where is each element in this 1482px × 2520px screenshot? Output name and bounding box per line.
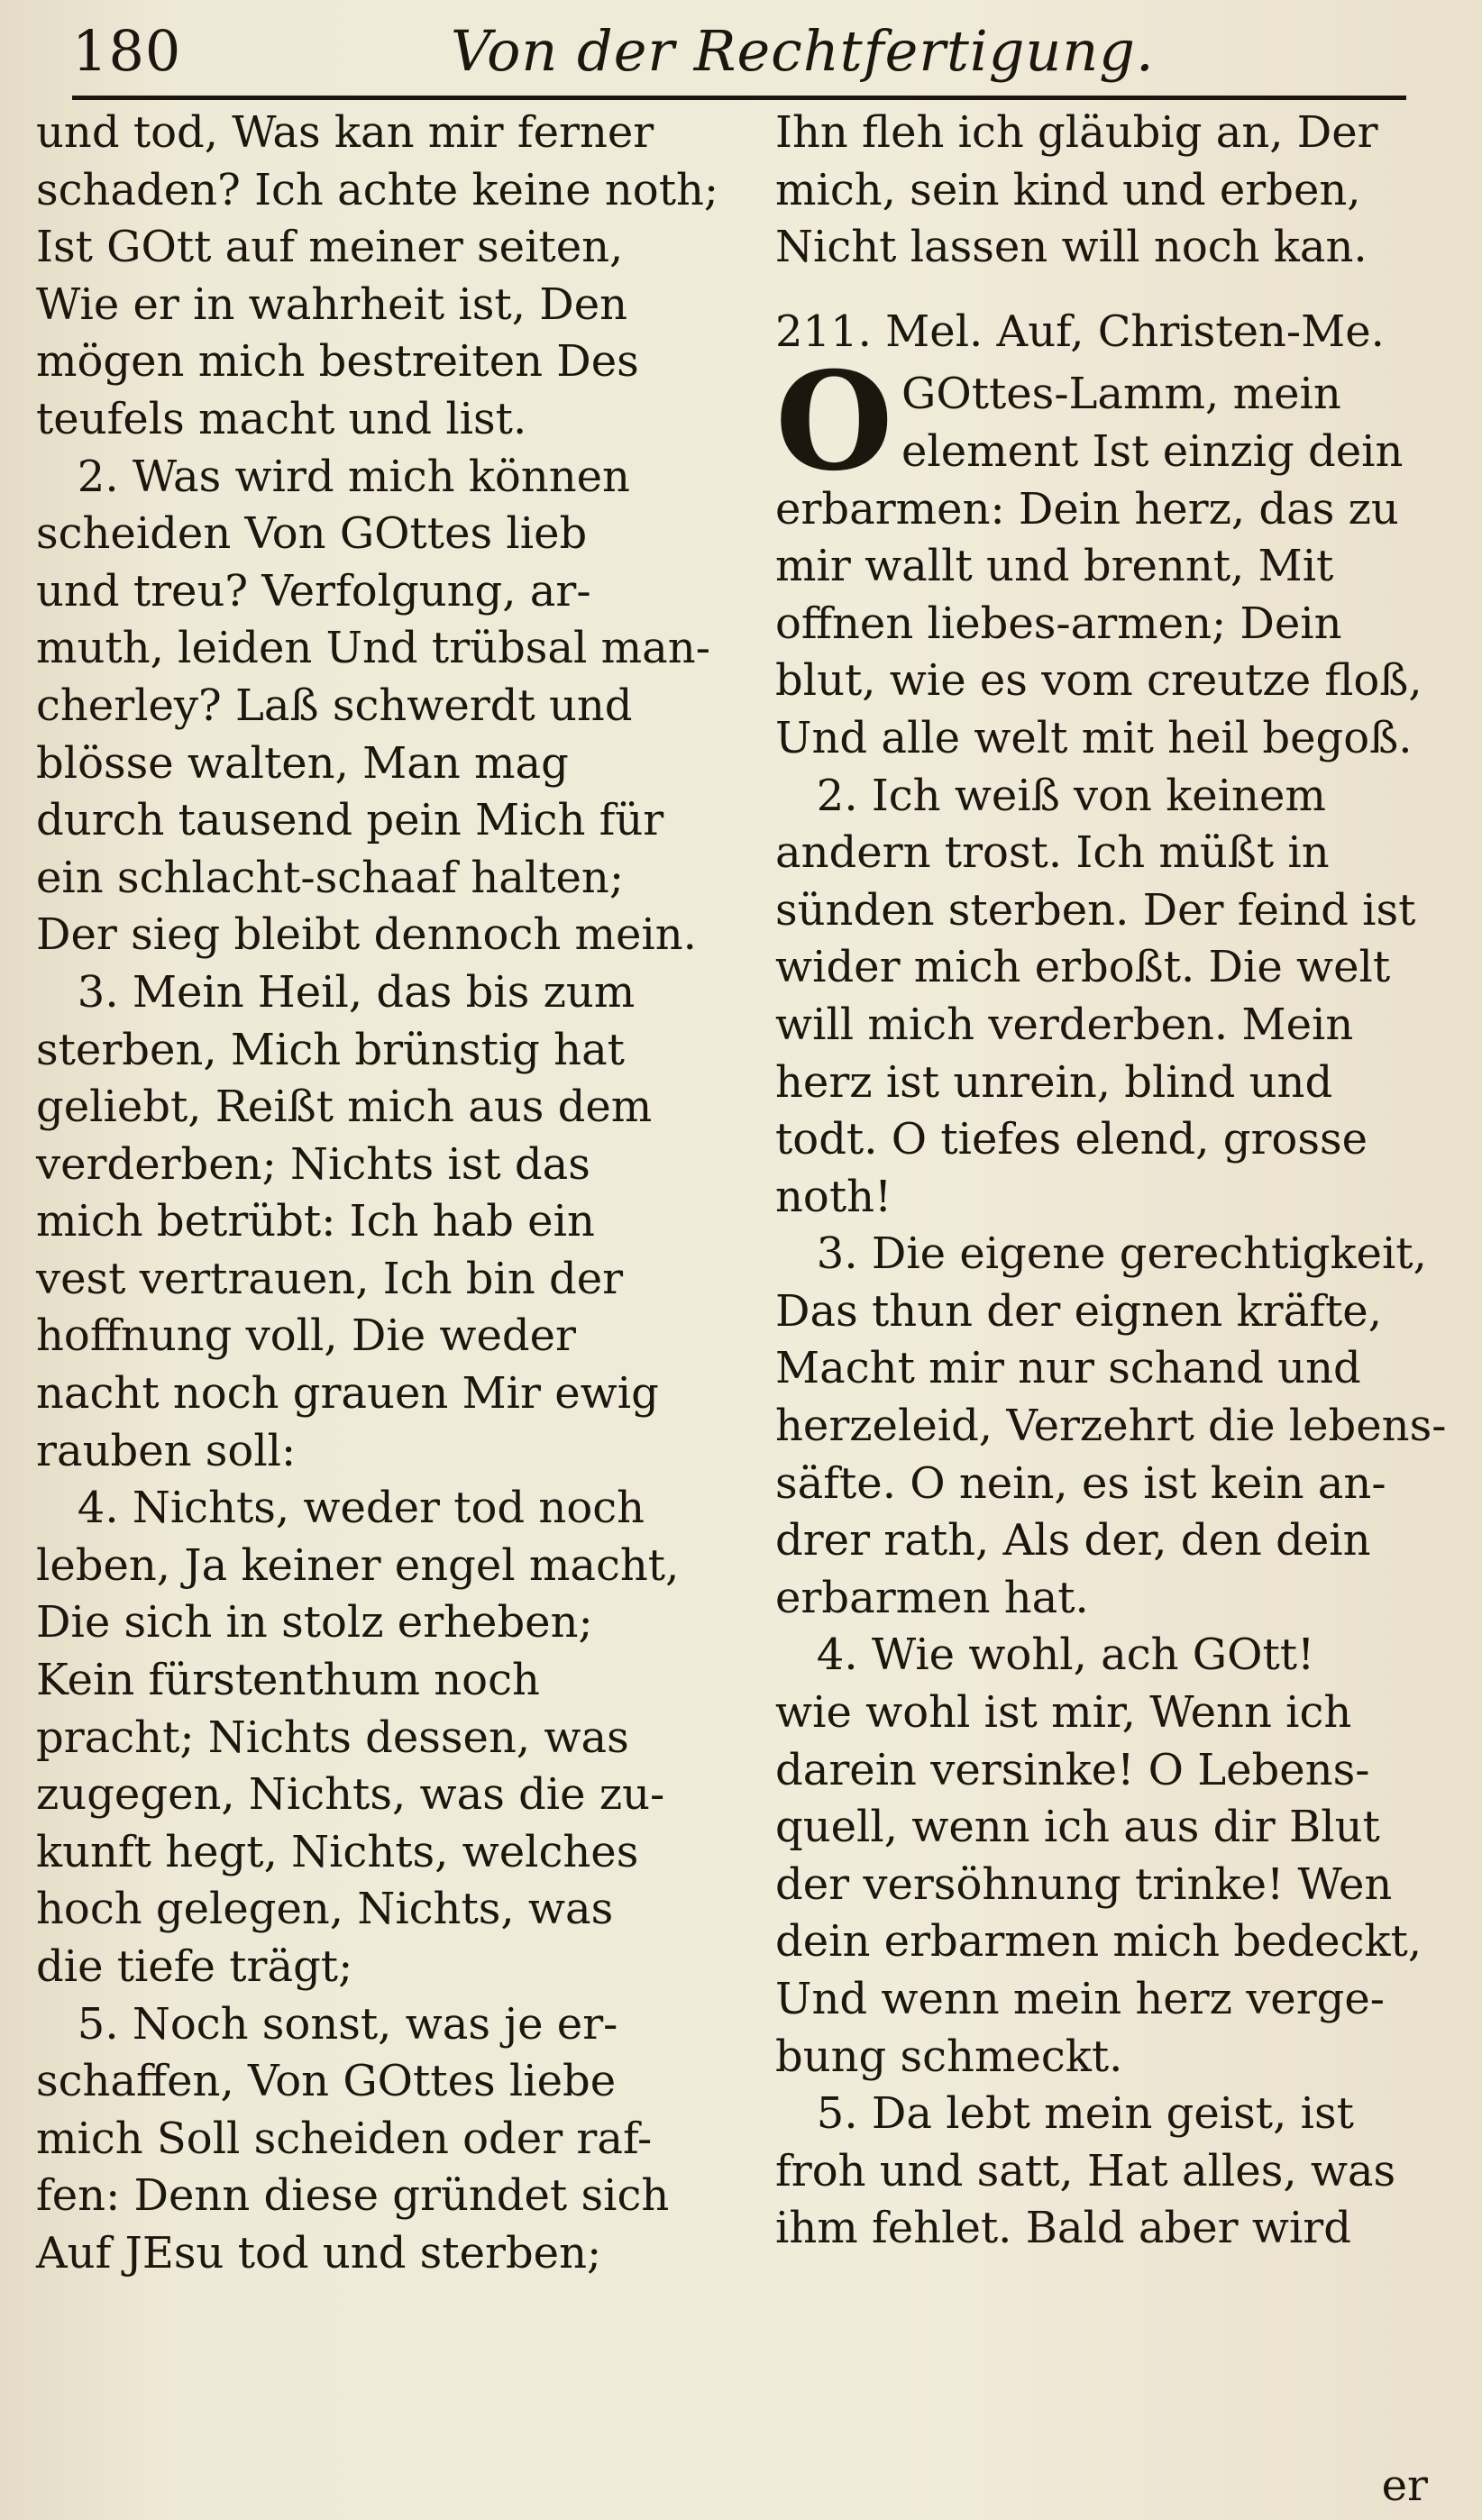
page-number: 180 (72, 18, 182, 84)
text-line: Der sieg bleibt dennoch mein. (36, 909, 697, 961)
text-line: Ist GOtt auf meiner seiten, (36, 222, 624, 273)
text-line: nacht noch grauen Mir ewig (36, 1368, 659, 1420)
right-column-body (775, 481, 1447, 2258)
text-line: Wie er in wahrheit ist, Den (36, 278, 628, 330)
text-line: kunft hegt, Nichts, welches (36, 1826, 639, 1877)
text-line: cherley? Laß schwerdt und (36, 680, 633, 731)
text-line: zugegen, Nichts, was die zu- (36, 1769, 665, 1821)
text-line: Und wenn mein herz verge- (775, 1974, 1386, 2024)
text-line: erbarmen: Dein herz, das zu (775, 483, 1399, 534)
running-title: Von der Rechtfertigung. (451, 18, 1155, 84)
text-line: Ihn fleh ich gläubig an, Der (775, 107, 1378, 158)
text-line: scheiden Von GOttes lieb (36, 508, 588, 560)
text-line: blösse walten, Man mag (36, 737, 569, 789)
text-line: drer rath, Als der, den dein (775, 1515, 1371, 1566)
text-line: 2. Was wird mich können (36, 451, 630, 502)
text-line: Kein fürstenthum noch (36, 1655, 540, 1706)
text-line: mich betrübt: Ich hab ein (36, 1196, 595, 1247)
text-line: leben, Ja keiner engel macht, (36, 1539, 680, 1591)
text-line: der versöhnung trinke! Wen (775, 1858, 1393, 1910)
text-line: verderben; Nichts ist das (36, 1138, 590, 1190)
text-line: teufels macht und list. (36, 393, 527, 444)
text-line: Und alle welt mit heil begoß. (775, 712, 1413, 763)
text-line: blut, wie es vom creutze floß, (775, 655, 1423, 707)
text-line: wie wohl ist mir, Wenn ich (775, 1687, 1352, 1739)
text-line: Die sich in stolz erheben; (36, 1597, 593, 1648)
text-line: mich, sein kind und erben, (775, 164, 1361, 215)
text-line: todt. O tiefes elend, grosse (775, 1114, 1368, 1165)
text-line: andern trost. Ich müßt in (775, 827, 1330, 879)
text-line: rauben soll: (36, 1425, 297, 1476)
text-line: 5. Da lebt mein geist, ist (775, 2088, 1354, 2140)
text-line: geliebt, Reißt mich aus dem (36, 1082, 653, 1133)
text-line: muth, leiden Und trübsal man- (36, 623, 710, 674)
text-line: sterben, Mich brünstig hat (36, 1024, 625, 1075)
text-line: quell, wenn ich aus dir Blut (775, 1802, 1380, 1853)
text-line: ein schlacht-schaaf halten; (36, 852, 624, 903)
text-line: 3. Die eigene gerechtigkeit, (775, 1228, 1427, 1280)
text-line: durch tausend pein Mich für (36, 795, 664, 846)
right-column-top-lines (775, 105, 1424, 277)
text-line: will mich verderben. Mein (775, 999, 1354, 1050)
text-line: die tiefe trägt; (36, 1941, 353, 1992)
text-line: wider mich erboßt. Die welt (775, 942, 1391, 993)
text-line: sünden sterben. Der feind ist (775, 884, 1416, 936)
left-column (36, 105, 739, 2283)
text-line: bung schmeckt. (775, 2031, 1123, 2082)
text-line: GOttes-Lamm, mein (901, 369, 1341, 420)
text-line: und tod, Was kan mir ferner (36, 107, 654, 158)
text-line: hoch gelegen, Nichts, was (36, 1884, 614, 1935)
text-line: mögen mich bestreiten Des (36, 336, 639, 388)
text-line: ihm fehlet. Bald aber wird (775, 2203, 1351, 2254)
text-line: 4. Nichts, weder tod noch (36, 1483, 645, 1534)
text-line: darein versinke! O Lebens- (775, 1744, 1370, 1795)
text-line: säfte. O nein, es ist kein an- (775, 1457, 1386, 1509)
text-line: noth! (775, 1171, 892, 1222)
text-line: Auf JEsu tod und sterben; (36, 2227, 602, 2278)
text-line: 4. Wie wohl, ach GOtt! (775, 1630, 1315, 1681)
text-line: Das thun der eignen kräfte, (775, 1285, 1382, 1337)
text-line: Nicht lassen will noch kan. (775, 222, 1368, 273)
text-line: dein erbarmen mich bedeckt, (775, 1916, 1423, 1968)
text-line: herzeleid, Verzehrt die lebens- (775, 1401, 1447, 1452)
text-line: 2. Ich weiß von keinem (775, 770, 1326, 821)
text-line: schaffen, Von GOttes liebe (36, 2056, 617, 2107)
text-line: fen: Denn diese gründet sich (36, 2170, 670, 2222)
text-line: herz ist unrein, blind und (775, 1056, 1333, 1108)
page-header (72, 11, 1406, 101)
text-line: 3. Mein Heil, das bis zum (36, 966, 636, 1018)
text-line: pracht; Nichts dessen, was (36, 1712, 629, 1763)
text-line: offnen liebes-armen; Dein (775, 598, 1342, 649)
text-line: vest vertrauen, Ich bin der (36, 1253, 624, 1304)
catchword: er (1381, 2461, 1428, 2511)
text-line: hoffnung voll, Die weder (36, 1310, 576, 1362)
header-rule (72, 96, 1406, 100)
text-line: mich Soll scheiden oder raf- (36, 2113, 653, 2164)
text-line: 5. Noch sonst, was je er- (36, 1998, 618, 2050)
text-line: mir wallt und brennt, Mit (775, 541, 1334, 592)
right-column (775, 105, 1447, 2258)
text-line: erbarmen hat. (775, 1572, 1089, 1623)
drop-cap-initial: O (775, 342, 893, 502)
text-line: und treu? Verfolgung, ar- (36, 565, 591, 616)
hymn-heading: 211. Mel. Auf, Christen-Me. (775, 306, 1385, 357)
text-line: froh und satt, Hat alles, was (775, 2145, 1396, 2196)
hymn-opening (775, 342, 1424, 502)
text-line: schaden? Ich achte keine noth; (36, 164, 719, 215)
text-line: Macht mir nur schand und (775, 1343, 1361, 1394)
text-line: element Ist einzig dein (901, 425, 1404, 477)
